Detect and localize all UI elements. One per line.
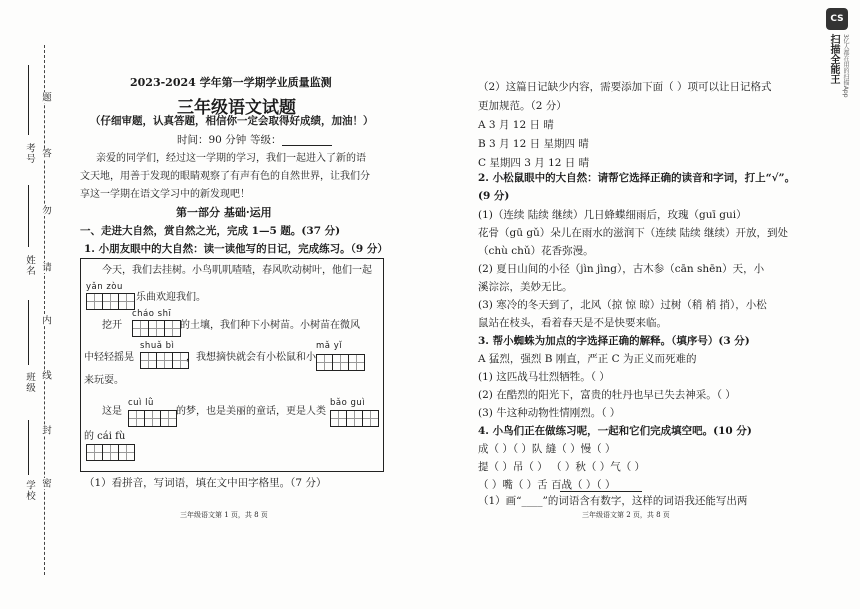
option-b[interactable]: B 3 月 12 日 星期四 晴 bbox=[478, 138, 589, 150]
class-label: 班级 bbox=[24, 372, 35, 393]
q2-1-text: 花骨（gū gǔ）朵儿在雨水的滋润下（连续 陆续 继续）开放，到处 bbox=[478, 227, 788, 239]
intro-line: 亲爱的同学们，经过这一学期的学习，我们一起进入了新的语 bbox=[96, 153, 366, 164]
diary-line: 的梦，也是美丽的童话，更是人类 bbox=[176, 406, 326, 417]
tianzige-grid[interactable] bbox=[132, 320, 180, 337]
diary-line: ，我想摘快就会有小松鼠和小 bbox=[186, 352, 316, 363]
class-blank bbox=[28, 300, 29, 365]
q4-row: （ ）嘴（ ）舌 百战（ ）（ ） bbox=[478, 479, 616, 491]
pinyin-label: cháo shī bbox=[132, 309, 172, 319]
q4-heading: 4. 小鸟们正在做练习呢，一起和它们完成填空吧。(10 分) bbox=[478, 425, 752, 437]
q2-2-text: (2) 夏日山间的小径（jìn jìng），古木参（cān shēn）天，小 bbox=[478, 263, 765, 275]
q3-2-text: (2) 在酷烈的阳光下，富贵的牡丹也早已失去神采。（ ） bbox=[478, 389, 736, 401]
q2-1-text: (1)（连续 陆续 继续）几日蜂蝶细雨后，玫瑰（guī gui） bbox=[478, 209, 747, 221]
q2-score: (9 分) bbox=[478, 190, 510, 202]
underline-mark bbox=[560, 491, 642, 492]
seal-char: 线 bbox=[40, 370, 51, 381]
q4-row: 提（ ）吊（ ） （ ）秋（ ）气（ ） bbox=[478, 461, 646, 473]
school-blank bbox=[28, 420, 29, 475]
q1-heading: 1. 小朋友眼中的大自然：读一读他写的日记，完成练习。（9 分） bbox=[84, 243, 388, 255]
q4-row: 成（ ）（ ）队 縫（ ）慢（ ） bbox=[478, 443, 616, 455]
option-a[interactable]: A 3 月 12 日 晴 bbox=[478, 119, 554, 131]
diary-line: 的土壤，我们种下小树苗。小树苗在微风 bbox=[180, 320, 360, 331]
tianzige-grid[interactable] bbox=[140, 352, 188, 369]
q2-3-text: (3) 寒冷的冬天到了，北风（掠 惊 晾）过树（稍 梢 捎），小松 bbox=[478, 299, 767, 311]
tianzige-grid[interactable] bbox=[316, 354, 364, 371]
seal-char: 答 bbox=[40, 148, 51, 159]
scanner-brand-name: 扫描全能王 bbox=[828, 34, 839, 84]
q3-3-text: (3) 牛这种动物性情刚烈。（ ） bbox=[478, 407, 621, 419]
q3-1-text: (1) 这匹战马壮烈牺牲。（ ） bbox=[478, 371, 610, 383]
page-footer-right: 三年级语文第 2 页，共 8 页 bbox=[582, 511, 670, 519]
grade-blank bbox=[282, 145, 332, 146]
diary-line: 乐曲欢迎我们。 bbox=[136, 292, 206, 303]
q2-heading: 2. 小松鼠眼中的大自然：请帮它选择正确的读音和字词，打上“√”。 bbox=[478, 172, 796, 184]
diary-line: 的 cái fù bbox=[84, 431, 126, 442]
part1-heading: 第一部分 基础·运用 bbox=[176, 206, 272, 219]
exam-time: 时间：90 分钟 bbox=[177, 134, 247, 146]
exam-title: 三年级语文试题 bbox=[177, 98, 296, 118]
q1-1-instruction: （1）看拼音，写词语，填在文中田字格里。（7 分） bbox=[84, 477, 327, 489]
seal-char: 请 bbox=[40, 262, 51, 273]
pinyin-label: yǎn zòu bbox=[86, 282, 123, 292]
exam-year-line: 2023-2024 学年第一学期学业质量监测 bbox=[130, 76, 332, 89]
option-c[interactable]: C 星期四 3 月 12 日 晴 bbox=[478, 157, 590, 169]
q2-2-text: 溪淙淙，美妙无比。 bbox=[478, 281, 573, 293]
seal-char: 封 bbox=[40, 425, 51, 436]
binding-dashed-line bbox=[44, 45, 45, 575]
seal-char: 勿 bbox=[40, 205, 51, 216]
q3-options: A 猛烈，强烈 B 刚直，严正 C 为正义而死难的 bbox=[478, 353, 697, 365]
number-label: 考号 bbox=[24, 143, 35, 164]
tianzige-grid[interactable] bbox=[128, 410, 176, 427]
pinyin-label: mǎ yǐ bbox=[316, 341, 343, 351]
intro-line: 文天地，用善于发现的眼睛观察了有声有色的自然世界，让我们分 bbox=[80, 171, 370, 182]
diary-line: 中轻轻摇晃 bbox=[84, 352, 134, 363]
q1-2-text: （2）这篇日记缺少内容，需要添加下面（ ）项可以让日记格式 bbox=[478, 81, 772, 93]
diary-line: 今天，我们去挂树。小鸟叽叽喳喳，春风吹动树叶，他们一起 bbox=[102, 265, 372, 276]
diary-line: 挖开 bbox=[102, 320, 122, 331]
intro-line: 享这一学期在语文学习中的新发现吧！ bbox=[80, 189, 250, 200]
tianzige-grid[interactable] bbox=[86, 293, 134, 310]
diary-line: 来玩耍。 bbox=[84, 375, 124, 386]
seal-char: 题 bbox=[40, 92, 51, 103]
exam-grade-label: 等级： bbox=[250, 134, 282, 146]
q2-1-text: （chù chǔ）花香弥漫。 bbox=[478, 245, 594, 257]
pinyin-label: cuì lǜ bbox=[128, 398, 154, 408]
name-label: 姓名 bbox=[24, 255, 35, 276]
section1-heading: 一、走进大自然，赏自然之光，完成 1—5 题。(37 分) bbox=[80, 225, 341, 237]
q3-heading: 3. 帮小蜘蛛为加点的字选择正确的解释。（填序号）(3 分) bbox=[478, 335, 750, 347]
seal-char: 内 bbox=[40, 315, 51, 326]
pinyin-label: bǎo guì bbox=[330, 398, 366, 408]
pinyin-label: shuǎ bì bbox=[140, 341, 175, 351]
diary-line: 这是 bbox=[102, 406, 122, 417]
tianzige-grid[interactable] bbox=[86, 444, 134, 461]
scanner-brand-tagline: 3亿人都在用的扫描App bbox=[842, 34, 849, 98]
scanner-logo: CS bbox=[826, 8, 848, 30]
q4-1-text: （1）画“____”的词语含有数字，这样的词语我还能写出两 bbox=[478, 495, 748, 507]
number-blank bbox=[28, 65, 29, 135]
q1-2-text: 更加规范。（2 分） bbox=[478, 100, 567, 112]
page-footer-left: 三年级语文第 1 页，共 8 页 bbox=[180, 511, 268, 519]
name-blank bbox=[28, 185, 29, 247]
exam-motto: （仔细审题，认真答题，相信你一定会取得好成绩，加油！） bbox=[90, 115, 374, 127]
tianzige-grid[interactable] bbox=[330, 410, 378, 427]
school-label: 学校 bbox=[24, 480, 35, 501]
q2-3-text: 鼠站在枝头，看着春天是不是快要来临。 bbox=[478, 317, 667, 329]
seal-char: 密 bbox=[40, 478, 51, 489]
